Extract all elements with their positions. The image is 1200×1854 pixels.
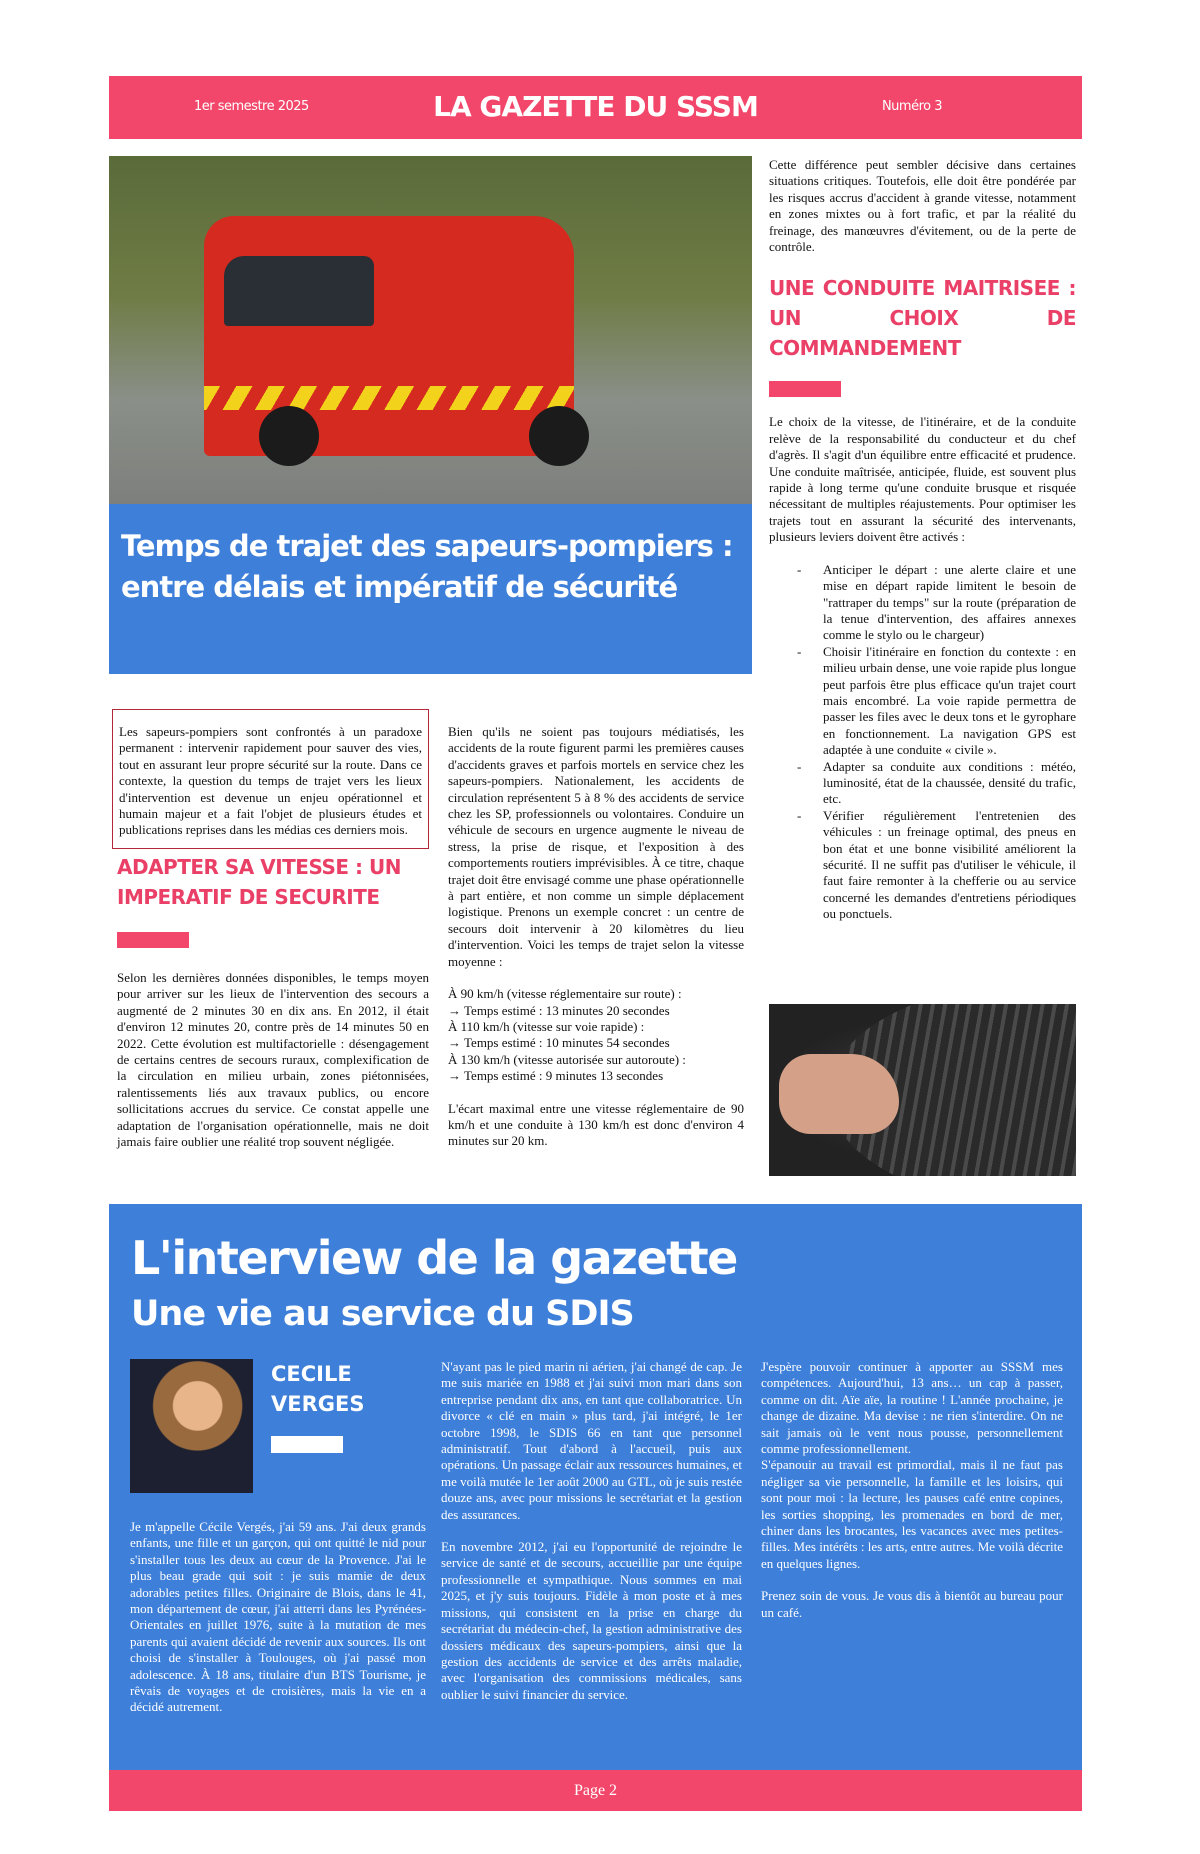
paragraph: Cette différence peut sembler décisive dans certaines situations critiques. Toutefois, elle doit être pondérée par les risques accrus d'accident à grande vitesse, notamment en zones mixtes ou à fort trafic, et par la réalité du freinage, des manœuvres d'évitement, ou de la perte de contrôle. bbox=[769, 157, 1076, 255]
fire-van-photo bbox=[109, 156, 752, 504]
paragraph: N'ayant pas le pied marin ni aérien, j'ai changé de cap. Je me suis mariée en 1988 et j'ai suivi mon mari dans son entreprise pendant dix ans, en tant que collaboratrice. Un divorce « clé en main » plus tard, j'ai intégré, le 1er octobre 1998, le SDIS 66 en tant que personnel administratif. Tout d'abord à l'accueil, puis aux opérations. Un passage éclair aux ressources humaines, et me voilà mutée le 1er août 2000 au GTL, où je suis restée douze ans, avec pour missions le secrétariat et la gestion des assurances. bbox=[441, 1359, 742, 1522]
list-item: - Choisir l'itinéraire en fonction du contexte : en milieu urbain dense, une voie rapide plus longue peut parfois être plus efficace qu'un trajet court mais encombré. La voie rapide permettra de passer les files avec le deux tons et le gyrophare en fonctionnement. La navigation GPS est adaptée à une conduite « civile ». bbox=[769, 644, 1076, 759]
levers-list bbox=[769, 562, 1076, 923]
paragraph: L'écart maximal entre une vitesse réglementaire de 90 km/h et une conduite à 130 km/h est donc d'environ 4 minutes sur 20 km. bbox=[448, 1100, 744, 1149]
paragraph: S'épanouir au travail est primordial, mais il ne faut pas négliger sa vie personnelle, la famille et les loisirs, qui sont pour moi : la lecture, les pauses café entre copines, les sorties shopping, les promenades en bord de mer, chiner dans les brocantes, les vacances avec mes petites-filles. Mes intérêts : les arts, entre autres. Me voilà décrite en quelques lignes. bbox=[761, 1457, 1063, 1571]
interview-column-1: Je m'appelle Cécile Vergés, j'ai 59 ans. J'ai deux grands enfants, une fille et un garçon, qui ont quitté le nid pour s'installer tous les deux au cœur de la Provence. J'ai le plus beau grade qui soit : je suis mamie de deux adorables petites filles. Originaire de Blois, dans le 41, mon département de cœur, j'ai atterri dans les Pyrénées-Orientales en juillet 1976, suite à la mutation de mes parents qui avaient décidé de revenir aux sources. Ils ont choisi de s'installer à Toulouges, où j'ai passé mon adolescence. À 18 ans, titulaire d'un BTS Tourisme, je rêvais de voyages et de croisières, mais la vie en a décidé autrement. bbox=[130, 1519, 426, 1715]
interview-subtitle: Une vie au service du SDIS bbox=[131, 1294, 634, 1334]
van-shape bbox=[204, 216, 574, 456]
speed-item bbox=[448, 1052, 744, 1085]
masthead bbox=[109, 76, 1082, 139]
last-name: VERGES bbox=[271, 1392, 365, 1416]
list-item: - Anticiper le départ : une alerte claire et une mise en départ rapide limitent le besoin de "rattraper du temps" sur la route (préparation de la tenue d'intervention, des affaires annexes comme le stylo ou le chargeur) bbox=[769, 562, 1076, 644]
gazette-title: LA GAZETTE DU SSSM bbox=[433, 90, 758, 123]
section-heading: ADAPTER SA VITESSE : UN IMPERATIF DE SECURITE bbox=[117, 855, 401, 909]
accent-bar bbox=[271, 1436, 343, 1453]
portrait-photo bbox=[130, 1359, 253, 1493]
speed-list bbox=[448, 986, 744, 1084]
wheel bbox=[529, 406, 589, 466]
page-number: Page 2 bbox=[573, 1782, 618, 1799]
interview-title: L'interview de la gazette bbox=[131, 1231, 737, 1285]
van-windshield bbox=[224, 256, 374, 326]
article-headline: Temps de trajet des sapeurs-pompiers : entre délais et impératif de sécurité bbox=[109, 504, 752, 674]
interview-column-3 bbox=[761, 1359, 1063, 1621]
van-stripe bbox=[204, 386, 574, 410]
semester-label: 1er semestre 2025 bbox=[194, 99, 309, 114]
accent-bar bbox=[117, 932, 189, 948]
accent-bar bbox=[769, 381, 841, 397]
issue-number: Numéro 3 bbox=[881, 99, 942, 114]
paragraph: J'espère pouvoir continuer à apporter au SSSM mes compétences. Aujourd'hui, 13 ans… un cap à passer, comme on dit. Aïe aïe, la routine ! L'année prochaine, je change de dizaine. Ma devise : ne rien s'interdire. On ne sait jamais où le vent nous pousse, personnellement comme professionnellement. bbox=[761, 1359, 1063, 1457]
section-heading: UNE CONDUITE MAITRISEE : UN CHOIX DE COMMANDEMENT bbox=[769, 276, 1076, 361]
list-item: - Adapter sa conduite aux conditions : météo, luminosité, état de la chaussée, densité du trafic, etc. bbox=[769, 759, 1076, 808]
section-body: Selon les dernières données disponibles, le temps moyen pour arriver sur les lieux de l'intervention des secours a augmenté de 2 minutes 30 en dix ans. En 2012, il était d'environ 12 minutes 20, contre près de 14 minutes 50 en 2022. Cette évolution est multifactorielle : désengagement de certains centres de secours ruraux, complexification de la circulation en milieu urbain, zones piétonnisées, ralentissements liés aux travaux publics, ou encore sollicitations accrues du service. Ce constat appelle une adaptation de l'organisation opérationnelle, mais ne doit jamais faire oublier une réalité trop souvent négligée. bbox=[117, 970, 429, 1150]
speed-item bbox=[448, 1019, 744, 1052]
interviewee-name bbox=[271, 1359, 364, 1419]
interview-column-2 bbox=[441, 1359, 742, 1703]
list-item: - Vérifier régulièrement l'entretenien des véhicules : un freinage optimal, des pneus en bon état et une bonne visibilité améliorent la sécurité. Il ne suffit pas d'utiliser le véhicule, il faut faire remonter à la chefferie ou au service concerné les demandes d'entretiens périodiques ou ponctuels. bbox=[769, 808, 1076, 923]
middle-column bbox=[448, 724, 744, 1150]
intro-box: Les sapeurs-pompiers sont confrontés à un paradoxe permanent : intervenir rapidement pour sauver des vies, tout en assurant leur propre sécurité sur la route. Dans ce contexte, la question du temps de trajet vers les lieux d'intervention est devenue un enjeu opérationnel et humain majeur et a fait l'objet de plusieurs études et publications reprises dans les médias ces derniers mois. bbox=[112, 709, 429, 849]
paragraph: Bien qu'ils ne soient pas toujours médiatisés, les accidents de la route figurent parmi les premières causes d'accidents graves et parfois mortels en service chez les sapeurs-pompiers. Nationalement, les accidents de circulation représentent 5 à 8 % des accidents de service chez les SP, professionnels ou volontaires. Conduire un véhicule de secours en urgence augmente le niveau de stress, la prise de risque, et l'exposition à des comportements routiers imprévisibles. À ce titre, chaque trajet doit être envisagé comme une phase opérationnelle à part entière, et non comme un simple déplacement logistique. Prenons un exemple concret : un centre de secours doit intervenir à 20 kilomètres du lieu d'intervention. Voici les temps de trajet selon la vitesse moyenne : bbox=[448, 724, 744, 969]
wheel bbox=[259, 406, 319, 466]
speed-item bbox=[448, 986, 744, 1019]
speed-label: À 110 km/h (vitesse sur voie rapide) : bbox=[448, 1018, 645, 1034]
speed-label: À 90 km/h (vitesse réglementaire sur route) : bbox=[448, 986, 682, 1002]
paragraph: En novembre 2012, j'ai eu l'opportunité de rejoindre le service de santé et de secours, accueillie par une équipe professionnelle et sympathique. Nous sommes en mai 2025, et j'y suis toujours. Fidèle à mon poste et à mes missions, qui consistent en la prise en charge du secrétariat du médecin-chef, la gestion administrative des dossiers médicaux des sapeurs-pompiers, ainsi que la gestion des accidents de service et des arrêts maladie, avec l'organisation des commissions médicales, sans oublier le suivi financier du service. bbox=[441, 1539, 742, 1702]
tire-photo bbox=[769, 1004, 1076, 1176]
right-column bbox=[769, 157, 1076, 923]
interview-section bbox=[109, 1204, 1082, 1770]
section-adapter-vitesse bbox=[117, 852, 429, 1150]
first-name: CECILE bbox=[271, 1362, 352, 1386]
paragraph: Prenez soin de vous. Je vous dis à bientôt au bureau pour un café. bbox=[761, 1588, 1063, 1620]
time-label: → Temps estimé : 10 minutes 54 secondes bbox=[448, 1035, 670, 1051]
time-label: → Temps estimé : 13 minutes 20 secondes bbox=[448, 1002, 670, 1018]
speed-label: À 130 km/h (vitesse autorisée sur autoroute) : bbox=[448, 1051, 686, 1067]
time-label: → Temps estimé : 9 minutes 13 secondes bbox=[448, 1068, 664, 1084]
paragraph: Le choix de la vitesse, de l'itinéraire, et de la conduite relève de la responsabilité du conducteur et du chef d'agrès. Il s'agit d'un équilibre entre efficacité et prudence. Une conduite maîtrisée, anticipée, fluide, est souvent plus rapide à long terme qu'une conduite brusque et risquée nécessitant de multiples réajustements. Pour optimiser les trajets tout en assurant la sécurité des intervenants, plusieurs leviers doivent être activés : bbox=[769, 414, 1076, 545]
page-footer bbox=[109, 1770, 1082, 1811]
hand bbox=[779, 1054, 899, 1134]
